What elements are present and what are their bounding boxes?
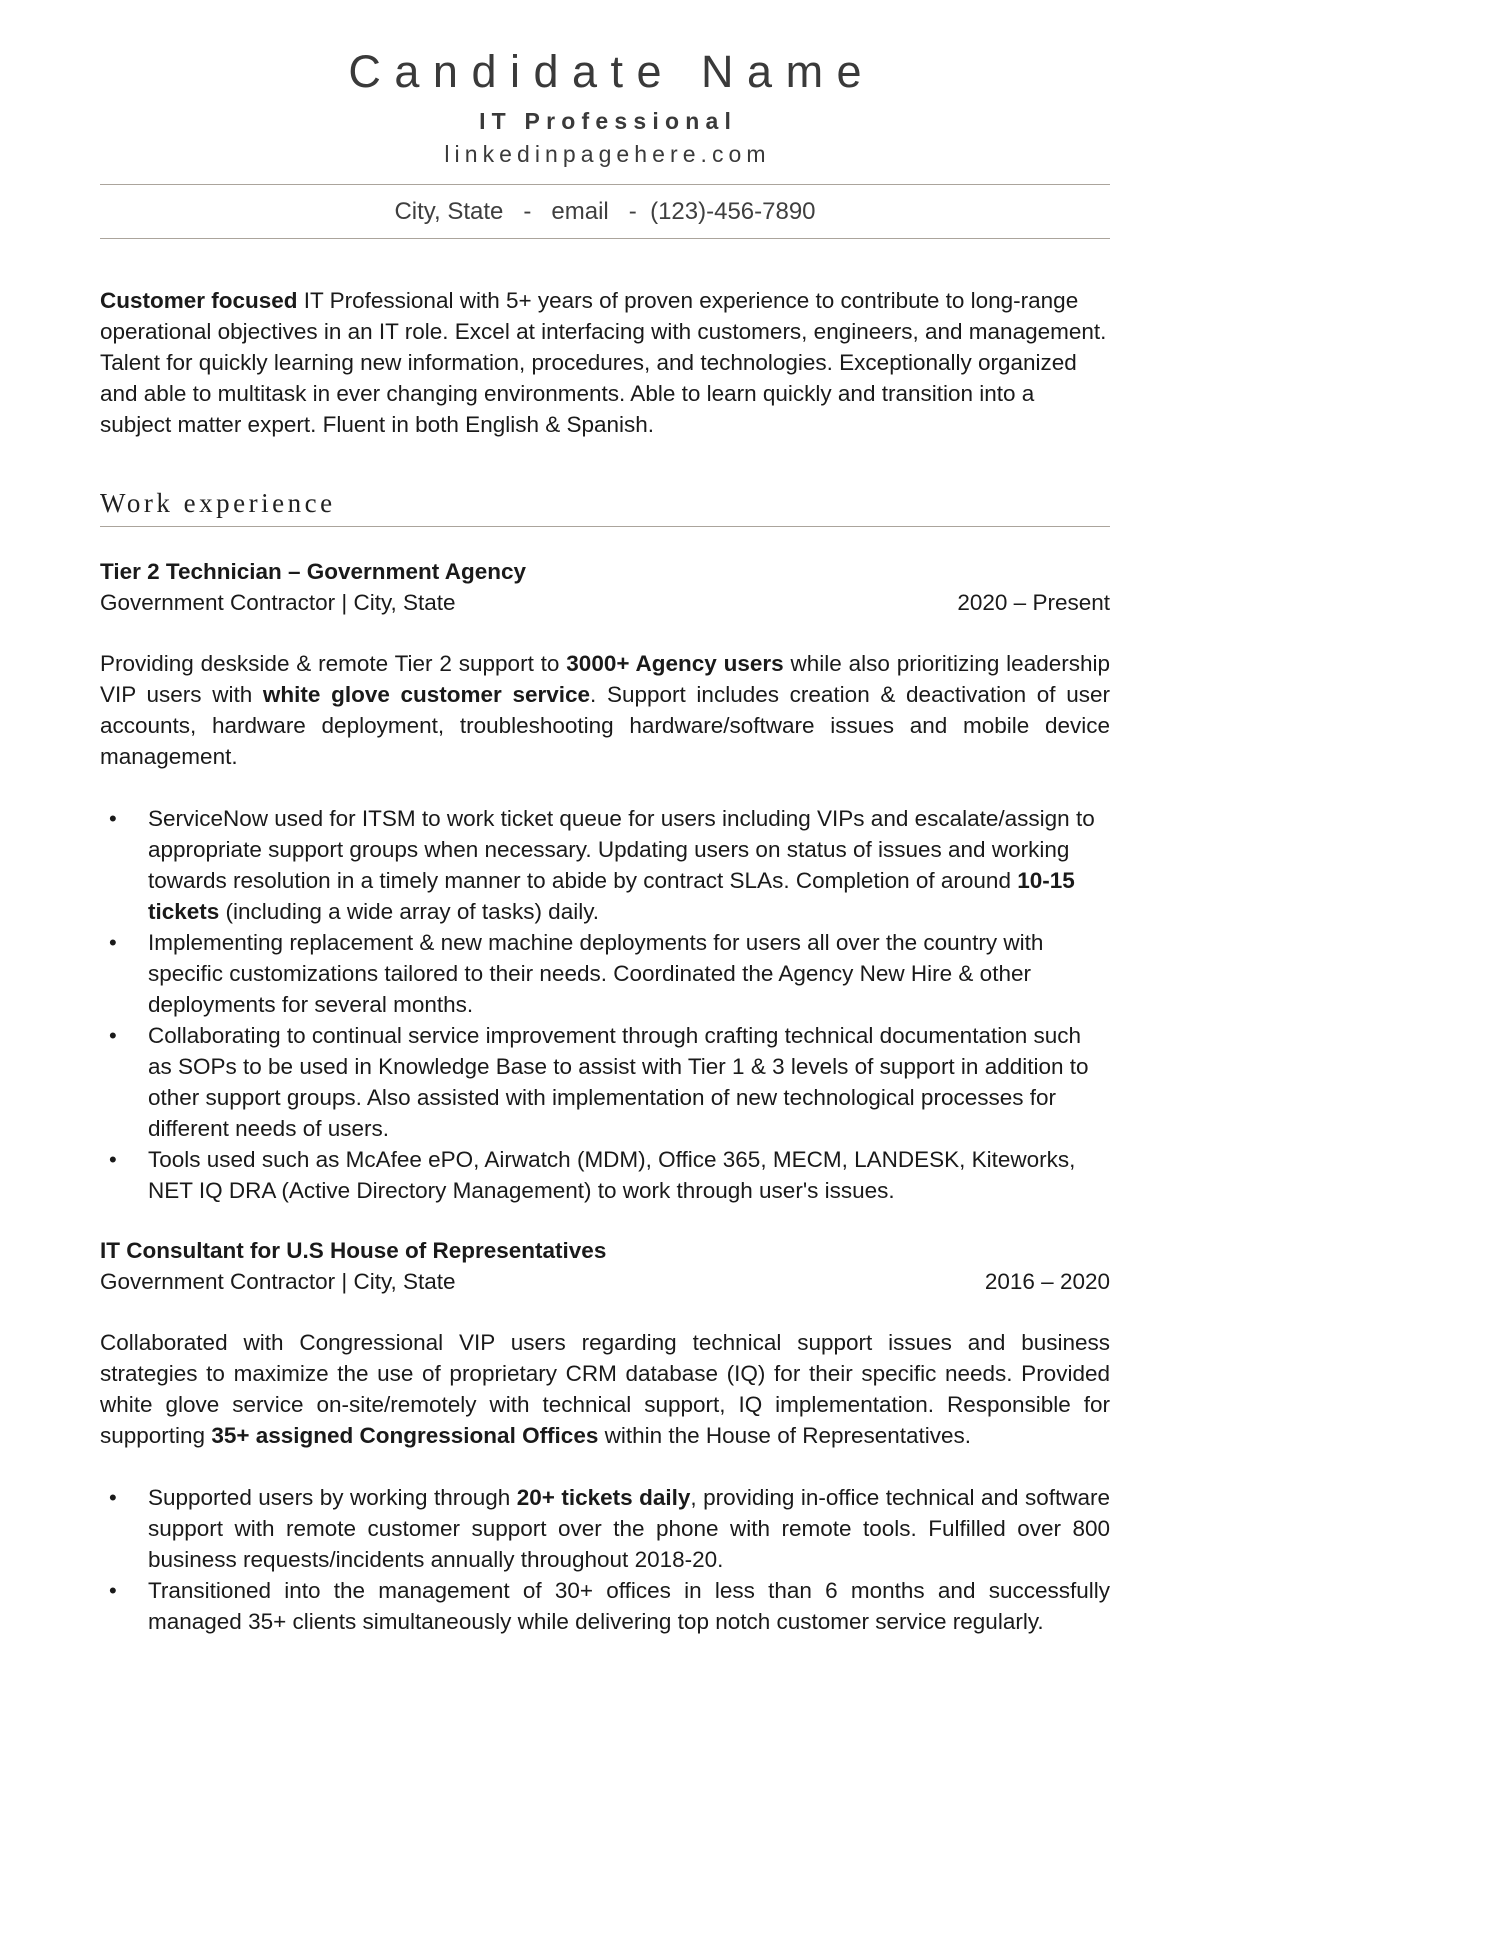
job-list — [100, 556, 1110, 1637]
job-dates: 2020 – Present — [957, 590, 1110, 615]
text-run: (including a wide array of tasks) daily. — [219, 899, 600, 924]
text-run: while also prioritizing leadership VIP users with — [100, 651, 1110, 707]
summary-paragraph — [100, 285, 1110, 440]
text-run: Supported users by working through — [148, 1485, 517, 1510]
job-meta-row — [100, 1266, 1110, 1297]
contact-line: City, State - email - (123)-456-7890 — [394, 198, 816, 225]
text-run: IT Professional with 5+ years of proven experience to contribute to long-range operational objectives in an IT role. Excel at interfacing with customers, engineers, and management. Talent for quickly learning new information, procedures, and technologies. Exceptionally organized and able to multitask in ever changing environments. Able to learn quickly and transition into a subject matter expert. Fluent in both English & Spanish. — [100, 288, 1107, 437]
job-employer: Government Contractor | City, State — [100, 590, 456, 615]
website-url: linkedinpagehere.com — [444, 141, 771, 167]
job-employer: Government Contractor | City, State — [100, 1269, 456, 1294]
candidate-job-title: IT Professional — [479, 108, 738, 134]
bullet-item — [100, 1482, 1110, 1575]
text-run: ServiceNow used for ITSM to work ticket queue for users including VIPs and escalate/assign to appropriate support groups when necessary. Updating users on status of issues and working towards resolution in a timely manner to abide by contract SLAs. Completion of around — [148, 806, 1095, 893]
job-title: Tier 2 Technician – Government Agency — [100, 559, 526, 584]
section-heading-work-experience: Work experience — [100, 488, 336, 518]
bold-text: Customer focused — [100, 288, 298, 313]
text-run: Transitioned into the management of 30+ offices in less than 6 months and successfully managed 35+ clients simultaneously while delivering top notch customer service regularly. — [148, 1578, 1110, 1634]
bullet-item — [100, 1020, 1110, 1144]
text-run: Collaborated with Congressional VIP users regarding technical support issues and business strategies to maximize the use of proprietary CRM database (IQ) for their specific needs. Provided white glove service on-site/remotely with technical support, IQ implementation. Responsible for supporting — [100, 1330, 1110, 1448]
job-description — [100, 1327, 1110, 1451]
text-run: Tools used such as McAfee ePO, Airwatch (MDM), Office 365, MECM, LANDESK, Kiteworks, NET IQ DRA (Active Directory Management) to work through user's issues. — [148, 1147, 1076, 1203]
text-run: Providing deskside & remote Tier 2 support to — [100, 651, 567, 676]
bold-text: 10-15 tickets — [148, 868, 1075, 924]
text-run: Collaborating to continual service improvement through crafting technical documentation such as SOPs to be used in Knowledge Base to assist with Tier 1 & 3 levels of support in addition to other support groups. Also assisted with implementation of new technological processes for different needs of users. — [148, 1023, 1089, 1141]
text-run: within the House of Representatives. — [598, 1423, 972, 1448]
bold-text: 3000+ Agency users — [566, 651, 784, 676]
text-run: , providing in-office technical and software support with remote customer support over the phone with remote tools. Fulfilled over 800 business requests/incidents annually throughout 2018-20. — [148, 1485, 1111, 1572]
section-divider — [100, 526, 1110, 527]
bold-text: 20+ tickets daily — [516, 1485, 691, 1510]
text-run: Implementing replacement & new machine deployments for users all over the country with specific customizations tailored to their needs. Coordinated the Agency New Hire & other deployments for several months. — [148, 930, 1044, 1017]
candidate-name: Candidate Name — [348, 46, 876, 97]
text-run: . Support includes creation & deactivation of user accounts, hardware deployment, troubleshooting hardware/software issues and mobile device management. — [100, 682, 1110, 769]
bullet-item — [100, 1144, 1110, 1206]
bullet-item — [100, 927, 1110, 1020]
job-bullets — [100, 803, 1110, 1206]
bullet-item — [100, 1575, 1110, 1637]
job-description — [100, 648, 1110, 772]
job-meta-row — [100, 587, 1110, 618]
job-dates: 2016 – 2020 — [984, 1269, 1110, 1294]
bold-text: 35+ assigned Congressional Offices — [211, 1423, 599, 1448]
job-title: IT Consultant for U.S House of Representatives — [100, 1238, 607, 1263]
job-bullets — [100, 1482, 1110, 1637]
bold-text: white glove customer service — [262, 682, 591, 707]
job-entry — [100, 1235, 1110, 1637]
header-divider-bottom — [100, 238, 1110, 239]
resume-header — [100, 46, 1110, 239]
job-entry — [100, 556, 1110, 1206]
bullet-item — [100, 803, 1110, 927]
